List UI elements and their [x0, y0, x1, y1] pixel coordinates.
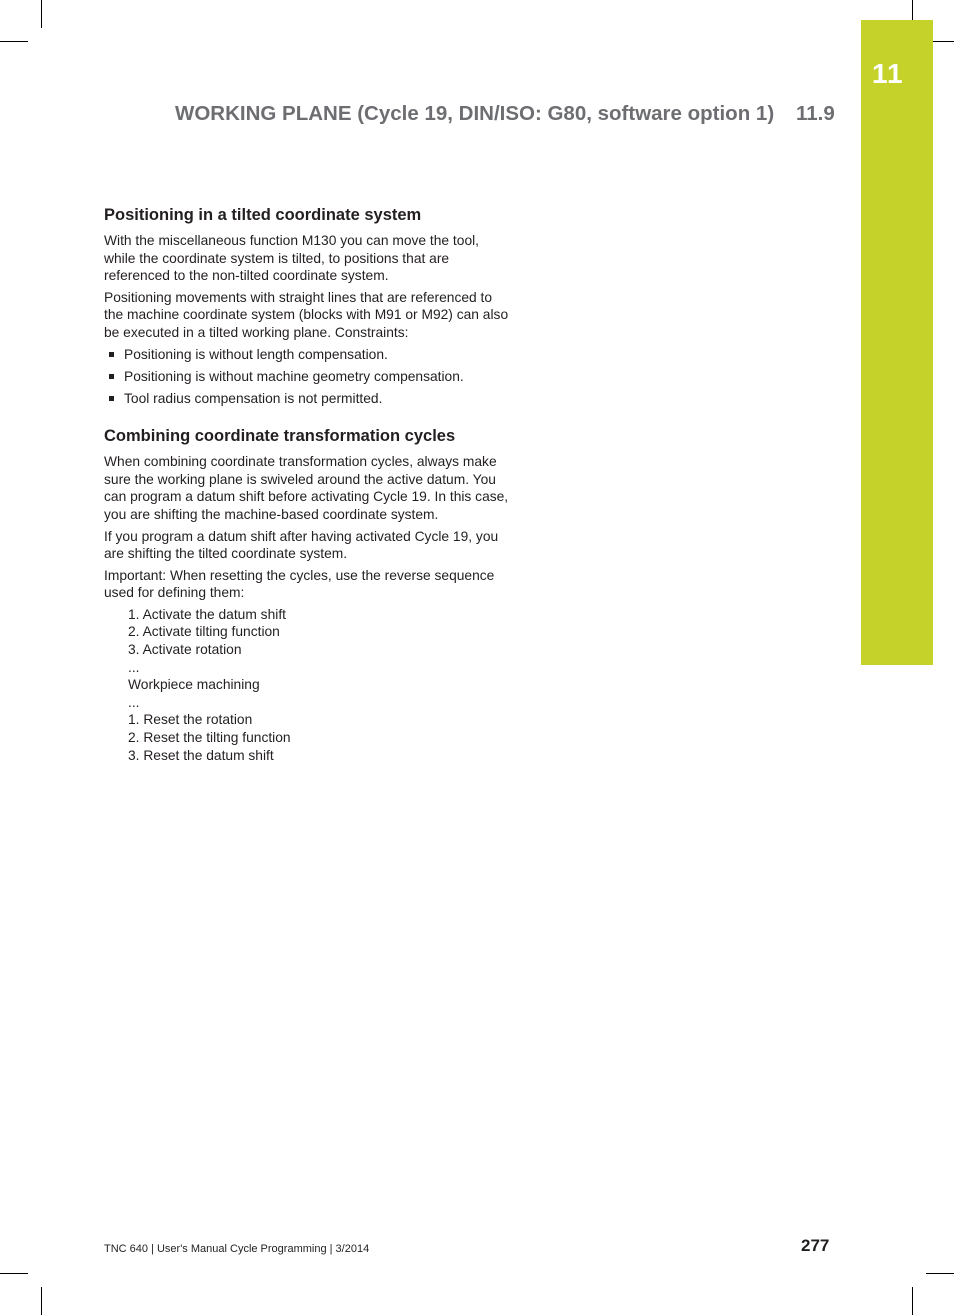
list-item: Positioning is without machine geometry compensation.	[104, 368, 544, 386]
paragraph: With the miscellaneous function M130 you can move the tool, while the coordinate system is tilted, to positions that are referenced to the non-tilted coordinate system.	[104, 233, 480, 284]
sequence-step: Workpiece machining	[128, 677, 260, 693]
paragraph: If you program a datum shift after having activated Cycle 19, you are shifting the tilted coordinate system.	[104, 528, 499, 562]
sequence-step: 2. Activate tilting function	[128, 624, 280, 640]
list-item: Positioning is without length compensation.	[104, 346, 544, 364]
sequence-step: 3. Reset the datum shift	[128, 747, 274, 763]
crop-mark	[926, 1273, 954, 1274]
footer-text: TNC 640 | User's Manual Cycle Programming | 3/2014	[104, 1243, 370, 1255]
running-header-section: 11.9	[796, 102, 835, 125]
page-number: 277	[801, 1236, 830, 1255]
sequence-step: ...	[128, 694, 140, 710]
crop-mark	[41, 1287, 42, 1315]
main-content	[104, 206, 544, 764]
crop-mark	[0, 41, 28, 42]
bullet-icon	[109, 374, 114, 379]
paragraph: When combining coordinate transformation cycles, always make sure the working plane is swiveled around the active datum. You can program a datum shift before activating Cycle 19. In this case, you are shifting the machine-based coordinate system.	[104, 454, 509, 522]
chapter-number: 11	[872, 58, 904, 89]
bullet-icon	[109, 396, 114, 401]
crop-mark	[912, 1287, 913, 1315]
crop-mark	[0, 1273, 28, 1274]
sequence-step: 3. Activate rotation	[128, 642, 242, 658]
constraint-list	[104, 346, 544, 408]
crop-mark	[41, 0, 42, 28]
section-heading: Positioning in a tilted coordinate system	[104, 206, 422, 224]
section-heading: Combining coordinate transformation cycles	[104, 427, 456, 446]
sequence-step: 1. Activate the datum shift	[128, 606, 286, 622]
sequence-list	[128, 606, 544, 764]
paragraph: Important: When resetting the cycles, use the reverse sequence used for defining them:	[104, 567, 495, 601]
chapter-tab	[861, 20, 933, 665]
list-item: Tool radius compensation is not permitted.	[104, 390, 544, 408]
sequence-step: 1. Reset the rotation	[128, 712, 253, 728]
bullet-icon	[109, 352, 114, 357]
sequence-step: ...	[128, 659, 140, 675]
running-header-title: WORKING PLANE (Cycle 19, DIN/ISO: G80, software option 1)	[175, 102, 775, 125]
paragraph: Positioning movements with straight lines that are referenced to the machine coordinate system (blocks with M91 or M92) can also be executed in a tilted working plane. Constraints:	[104, 289, 509, 340]
sequence-step: 2. Reset the tilting function	[128, 730, 291, 746]
